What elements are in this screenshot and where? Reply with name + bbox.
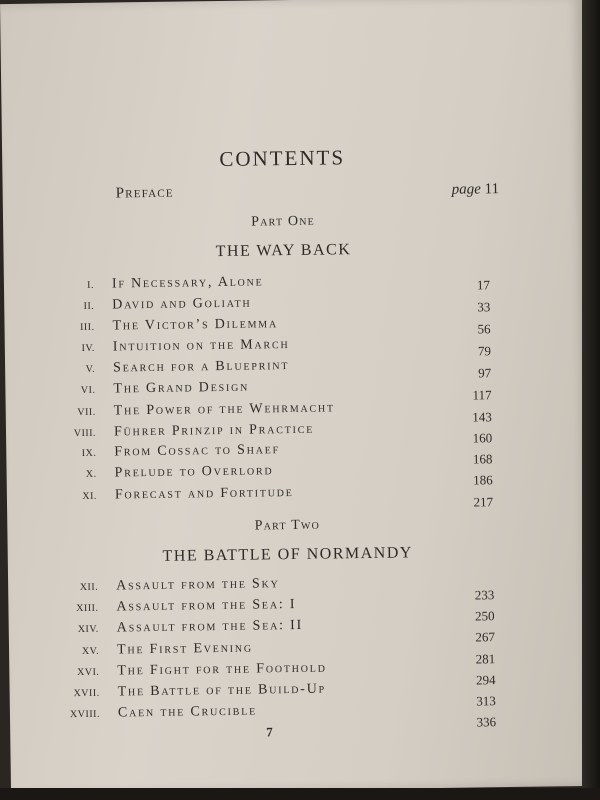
chapter-title: The Power of the Wehrmacht [113, 400, 336, 419]
chapter-page: 267 [475, 629, 496, 645]
chapter-number: I. [87, 279, 95, 291]
preface-page [452, 181, 500, 199]
chapter-page: 294 [475, 672, 496, 688]
chapter-number: XV. [81, 645, 100, 657]
chapter-page: 17 [476, 277, 491, 293]
chapter-number: VII. [77, 406, 96, 419]
chapter-number: VIII. [73, 427, 97, 440]
part-one-title: THE WAY BACK [215, 241, 352, 261]
page-word: page [451, 181, 481, 198]
chapter-title: Assault from the Sky [116, 576, 280, 594]
chapter-page: 33 [477, 299, 491, 315]
chapter-number: IV. [81, 342, 95, 354]
chapter-page: 233 [474, 587, 495, 603]
chapter-page: 186 [473, 472, 493, 488]
chapter-number: X. [85, 468, 97, 480]
chapter-page: 160 [472, 430, 493, 446]
chapter-page: 79 [477, 343, 492, 359]
chapter-title: Assault from the Sea: II [116, 617, 304, 636]
chapter-page: 336 [476, 714, 497, 730]
chapter-number: XII. [79, 581, 99, 594]
chapter-page: 313 [476, 693, 496, 709]
chapter-number: XVII. [73, 687, 100, 700]
chapter-number: VI. [80, 384, 96, 396]
chapter-title: The Grand Design [113, 379, 250, 397]
chapter-page: 217 [473, 494, 494, 510]
chapter-title: From Cossac to Shaef [114, 442, 281, 460]
chapter-number: II. [83, 300, 95, 312]
chapter-title: Prelude to Overlord [114, 463, 274, 481]
chapter-title: Caen the Crucible [117, 703, 258, 721]
chapter-title: The First Evening [116, 640, 253, 658]
chapter-page: 281 [475, 651, 496, 667]
preface-page-number: 11 [484, 181, 500, 198]
chapter-number: XIV. [77, 623, 99, 636]
chapter-title: Führer Prinzip in Practice [113, 421, 315, 440]
chapter-title: The Fight for the Foothold [117, 660, 327, 679]
chapter-number: XIII. [76, 602, 99, 615]
part-one-label: Part One [251, 213, 316, 230]
chapter-title: Forecast and Fortitude [114, 485, 294, 503]
part-two-label: Part Two [254, 517, 321, 534]
chapter-title: The Battle of the Build-Up [117, 681, 327, 700]
chapter-number: IX. [81, 447, 97, 459]
chapter-number: III. [79, 321, 95, 333]
chapter-page: 97 [478, 365, 492, 381]
chapter-number: V. [85, 363, 96, 375]
page-bottom-shadow [0, 788, 600, 800]
chapter-page: 117 [472, 387, 492, 403]
chapter-page: 56 [477, 321, 491, 337]
page-folio: 7 [266, 724, 273, 740]
chapter-number: XVI. [77, 666, 100, 679]
part-two-title: THE BATTLE OF NORMANDY [162, 544, 414, 565]
chapter-page: 250 [475, 608, 495, 624]
page-edge [582, 0, 600, 800]
chapter-title: Search for a Blueprint [113, 358, 290, 376]
chapter-number: XVIII. [69, 708, 101, 721]
chapter-title: David and Goliath [112, 295, 252, 313]
chapter-title: If Necessary, Alone [111, 274, 264, 292]
chapter-number: XI. [82, 490, 97, 502]
chapter-title: Intuition on the March [112, 337, 290, 355]
preface-label: Preface [115, 184, 174, 202]
chapter-title: Assault from the Sea: I [116, 596, 297, 615]
chapter-page: 143 [472, 409, 492, 425]
chapter-page: 168 [472, 451, 493, 467]
contents-title: CONTENTS [219, 145, 346, 172]
chapter-title: The Victor’s Dilemma [112, 316, 279, 334]
